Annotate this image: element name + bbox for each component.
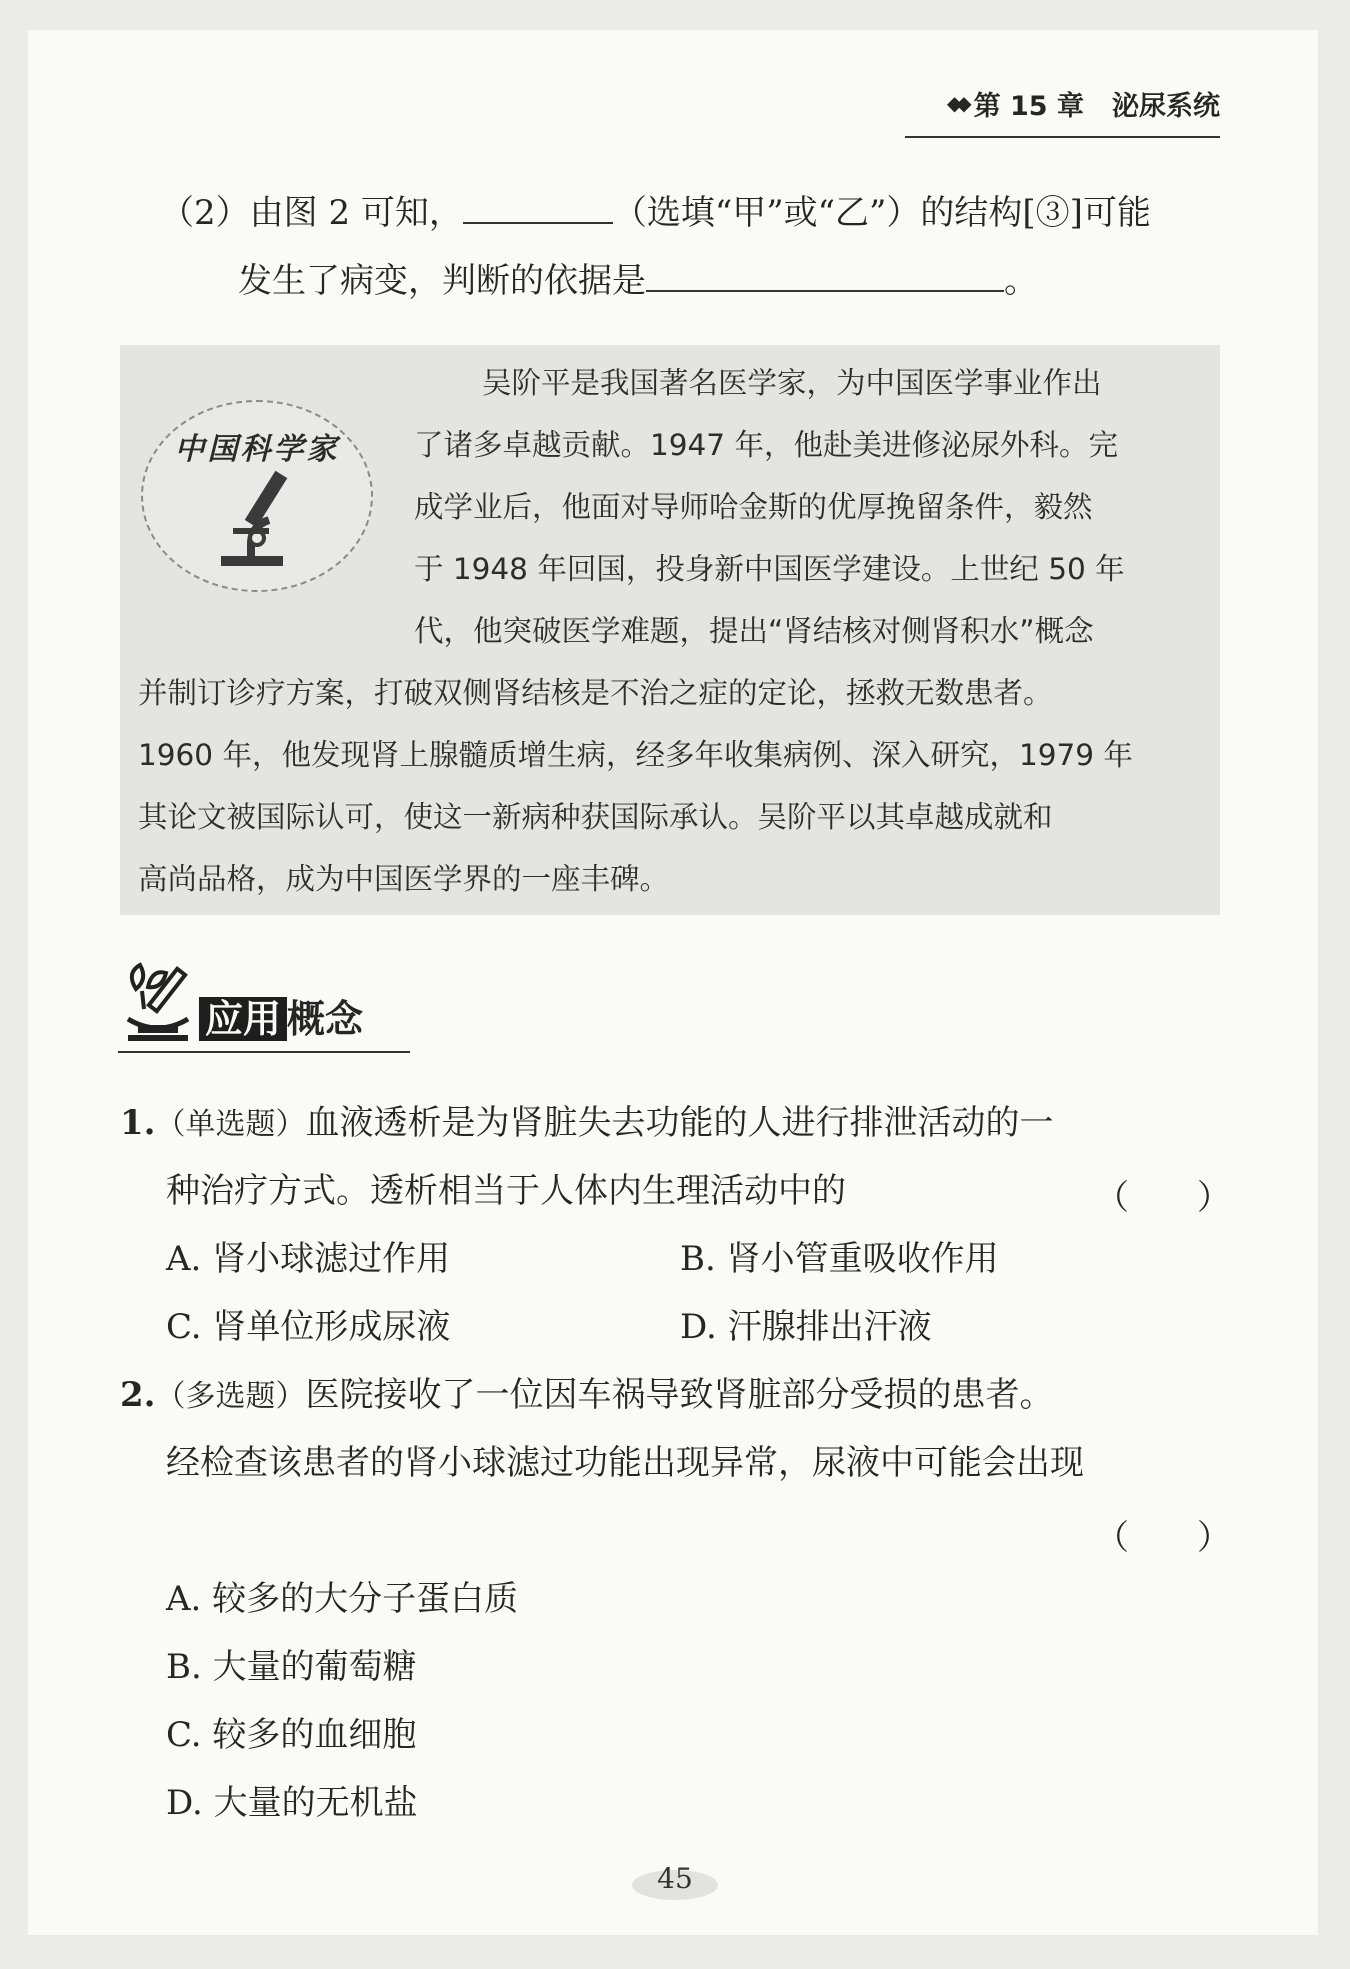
scientist-text-line: 吴阶平是我国著名医学家，为中国医学事业作出 xyxy=(482,366,1102,400)
question-part2-end: 。 xyxy=(1004,261,1038,301)
scientist-text-line: 其论文被国际认可，使这一新病种获国际承认。吴阶平以其卓越成就和 xyxy=(138,800,1053,834)
chapter-title: 泌尿系统 xyxy=(1112,90,1220,122)
page-number: 45 xyxy=(657,1862,693,1895)
section-title-highlight: 应用 xyxy=(199,997,287,1041)
scientist-badge xyxy=(141,400,373,592)
section-title-rest: 概念 xyxy=(287,997,364,1041)
answer-parenthesis[interactable]: （ ） xyxy=(1095,1518,1231,1558)
option-c[interactable]: C. 较多的血细胞 xyxy=(166,1715,417,1755)
option-b[interactable]: B. 肾小管重吸收作用 xyxy=(680,1239,999,1279)
scientist-text-line: 于 1948 年回国，投身新中国医学建设。上世纪 50 年 xyxy=(414,552,1125,586)
question-type: （单选题） xyxy=(155,1107,306,1142)
scientist-text-line: 1960 年，他发现肾上腺髓质增生病，经多年收集病例、深入研究，1979 年 xyxy=(138,738,1133,772)
option-a[interactable]: A. 肾小球滤过作用 xyxy=(166,1239,451,1279)
scientist-text-line: 成学业后，他面对导师哈金斯的优厚挽留条件，毅然 xyxy=(414,490,1093,524)
question-number: 2. xyxy=(120,1375,156,1415)
answer-blank-1[interactable] xyxy=(463,190,613,224)
question-part2-text: 发生了病变，判断的依据是 xyxy=(238,261,646,301)
scientist-text-line: 高尚品格，成为中国医学界的一座丰碑。 xyxy=(138,862,670,896)
question-2-line1 xyxy=(120,1374,1054,1418)
option-c[interactable]: C. 肾单位形成尿液 xyxy=(166,1307,451,1347)
answer-blank-2[interactable] xyxy=(646,258,1004,292)
question-part2-line2 xyxy=(238,258,1038,302)
microscope-icon xyxy=(213,464,313,574)
question-part2-hint: （选填“甲”或“乙”）的结构[③]可能 xyxy=(612,193,1151,233)
diamond-bullet-icon: ◆◆ xyxy=(946,91,966,115)
chapter-header xyxy=(905,70,1220,138)
section-title xyxy=(199,995,363,1043)
answer-parenthesis[interactable]: （ ） xyxy=(1095,1178,1231,1218)
question-part2-line1 xyxy=(160,190,1151,234)
question-text: 医院接收了一位因车祸导致肾脏部分受损的患者。 xyxy=(305,1375,1054,1415)
option-b[interactable]: B. 大量的葡萄糖 xyxy=(166,1647,417,1687)
question-1-line1 xyxy=(120,1102,1054,1146)
option-d[interactable]: D. 汗腺排出汗液 xyxy=(680,1307,932,1347)
question-number: 1. xyxy=(120,1103,156,1143)
question-2-line2: 经检查该患者的肾小球滤过功能出现异常，尿液中可能会出现 xyxy=(166,1443,1084,1483)
question-1-line2: 种治疗方式。透析相当于人体内生理活动中的 xyxy=(166,1171,846,1211)
scientist-text-line: 并制订诊疗方案，打破双侧肾结核是不治之症的定论，拯救无数患者。 xyxy=(138,676,1053,710)
microscope-plant-icon xyxy=(122,959,196,1043)
scientist-text-line: 代，他突破医学难题，提出“肾结核对侧肾积水”概念 xyxy=(414,614,1094,648)
badge-label: 中国科学家 xyxy=(174,432,340,467)
question-type: （多选题） xyxy=(155,1379,306,1414)
option-d[interactable]: D. 大量的无机盐 xyxy=(166,1783,418,1823)
chapter-number: 第 15 章 xyxy=(973,90,1084,122)
option-a[interactable]: A. 较多的大分子蛋白质 xyxy=(166,1579,519,1619)
section-heading xyxy=(118,955,410,1053)
question-part2-prefix: （2）由图 2 可知， xyxy=(160,193,463,233)
question-text: 血液透析是为肾脏失去功能的人进行排泄活动的一 xyxy=(305,1103,1054,1143)
scientist-text-line: 了诸多卓越贡献。1947 年，他赴美进修泌尿外科。完 xyxy=(414,428,1118,462)
